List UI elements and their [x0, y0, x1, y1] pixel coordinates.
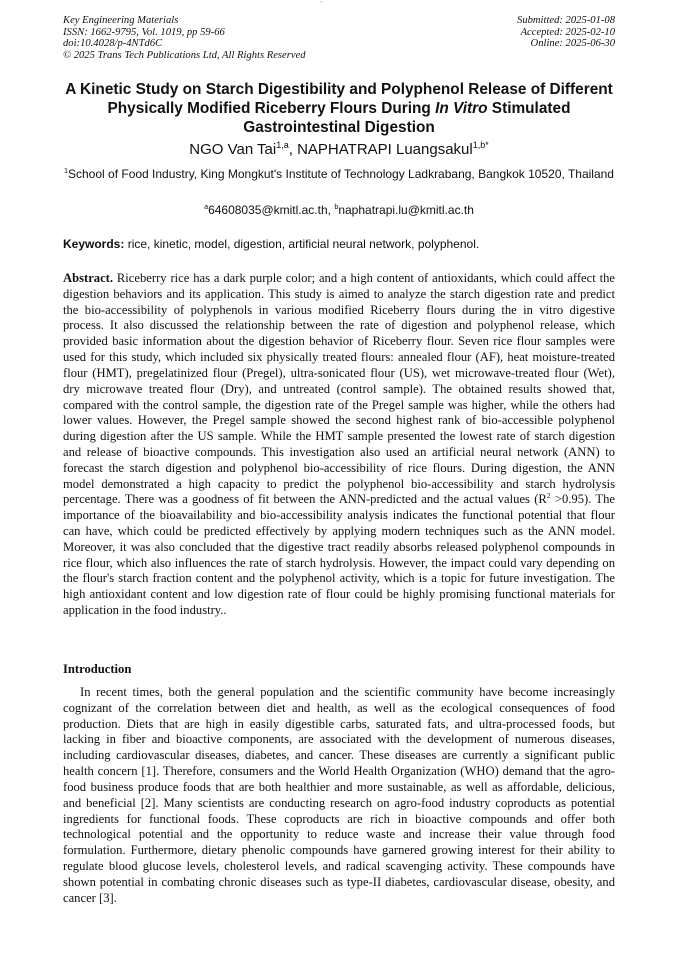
email-b[interactable]: naphatrapi.lu@kmitl.ac.th: [338, 203, 474, 217]
submitted-date: Submitted: 2025-01-08: [517, 15, 615, 26]
title-italic: In Vitro: [435, 100, 488, 117]
introduction-heading: Introduction: [63, 662, 132, 676]
email-a[interactable]: 64608035@kmitl.ac.th: [208, 203, 328, 217]
journal-name: Key Engineering Materials: [63, 15, 179, 26]
email-b-mark: b: [334, 202, 339, 211]
author-2: NAPHATRAPI Luangsakul: [297, 141, 473, 158]
affiliation-mark: 1: [64, 166, 68, 175]
accepted-date: Accepted: 2025-02-10: [520, 26, 615, 38]
abstract-text-1: Riceberry rice has a dark purple color; and a high content of antioxidants, which could affect the digestion behaviors and its application. This study is aimed to analyze the starch digestion rate and predict the bio-accessibility of polyphenols in various modified Riceberry flours during the in vitro digestive process. It also discussed the relationship between the rate of digestion and polyphenol release, which provided basic information about the digestion behavior of Riceberry flour. Seven rice flour samples were used for this study, which included six physically treated flours: annealed flour (AF), heat moisture-treated flour (HMT), pregelatinized flour (Pregel), ultra-sonicated flour (US), wet microwave-treated flour (Wet), dry microwave treated flour (Dry), and untreated (control sample). The obtained results showed that, compared with the control sample, the digestion rate of the Pregel sample was higher, while the others had lower values. However, the Pregel sample showed the second highest rank of bio-accessible polyphenol during digestion after the US sample. While the HMT sample presented the lowest rate of starch digestion and release of bioactive compounds. This investigation also used an artificial neural network (ANN) to forecast the starch digestion and polyphenol bio-accessibility of rice flours. During digestion, the ANN model demonstrated a high capacity to predict the polyphenol bio-accessibility and starch hydrolysis percentage. There was a goodness of fit between the ANN-predicted and the actual values (R: [63, 271, 615, 507]
paper-title: [63, 80, 615, 137]
author-separator: ,: [288, 141, 298, 158]
affiliation-text: School of Food Industry, King Mongkut's Institute of Technology Ladkrabang, Bangkok 10520, Thailand: [68, 167, 614, 181]
author-1: NGO Van Tai: [189, 141, 277, 158]
title-part-2: Stimulated Gastrointestinal Digestion: [243, 100, 571, 136]
title-part-1: A Kinetic Study on Starch Digestibility and Polyphenol Release of Different Physically Modified Riceberry Flours During: [65, 81, 613, 117]
author-2-affiliation-mark: 1,b*: [472, 140, 489, 150]
copyright-line: © 2025 Trans Tech Publications Ltd, All Rights Reserved: [63, 49, 306, 61]
author-list: [63, 141, 615, 159]
doi-line[interactable]: doi:10.4028/p-4NTd6C: [63, 38, 163, 50]
email-separator: ,: [327, 203, 335, 217]
abstract: [63, 271, 615, 619]
keywords: [63, 236, 615, 253]
top-mark: `: [320, 0, 323, 9]
abstract-text-2: >0.95). The importance of the bioavailability and bio-accessibility analysis indicates the functional potential that flour can have, which could be predicted effectively by applying modern techniques such as the ANN model. Moreover, it was also concluded that the digestive tract readily absorbs released polyphenol compounds in rice flour, which also influences the rate of starch hydrolysis. However, the impact could vary depending on the flour's starch fraction content and the polyphenol activity, which is a topic for future investigation. The high antioxidant content and low digestion rate of flour could be highly promising functional materials for application in the food industry..: [63, 492, 615, 618]
abstract-superscript: 2: [546, 491, 551, 501]
issn-line: ISSN: 1662-9795, Vol. 1019, pp 59-66: [63, 26, 225, 38]
online-date: Online: 2025-06-30: [530, 38, 615, 50]
journal-header-right: [517, 15, 615, 50]
affiliation: [63, 166, 615, 183]
keywords-label: Keywords:: [63, 237, 125, 251]
email-a-mark: a: [204, 202, 209, 211]
abstract-label: Abstract.: [63, 271, 114, 285]
keywords-text: rice, kinetic, model, digestion, artificial neural network, polyphenol.: [124, 237, 480, 251]
introduction-paragraph: In recent times, both the general population and the scientific community have become increasingly cognizant of the correlation between diet and health, as well as the ecological consequences of food production. Diets that are high in easily digestible carbs, saturated fats, and ultra-processed foods, but lacking in fiber and bioactive components, are associated with the development of numerous diseases, including cardiovascular diseases, diabetes, and cancer. These diseases are currently a significant public health concern [1]. Therefore, consumers and the World Health Organization (WHO) demand that the agro-food business produce foods that are both healthier and more sustainable, as well as affordable, delicious, and beneficial [2]. Many scientists are conducting research on agro-food industry coproducts as potential ingredients for functional foods. These coproducts are rich in bioactive compounds and offer both technological potential and the opportunity to reduce waste and increase their value through food formulation. Furthermore, dietary phenolic compounds have garnered growing interest for their ability to regulate blood glucose levels, cholesterol levels, and radical scavenging activity. These compounds have shown potential in combating chronic diseases such as type-II diabetes, cardiovascular disease, obesity, and cancer [3].: [63, 685, 615, 905]
author-emails: [63, 202, 615, 219]
journal-header-left: [63, 15, 306, 61]
author-1-affiliation-mark: 1,a: [276, 140, 289, 150]
